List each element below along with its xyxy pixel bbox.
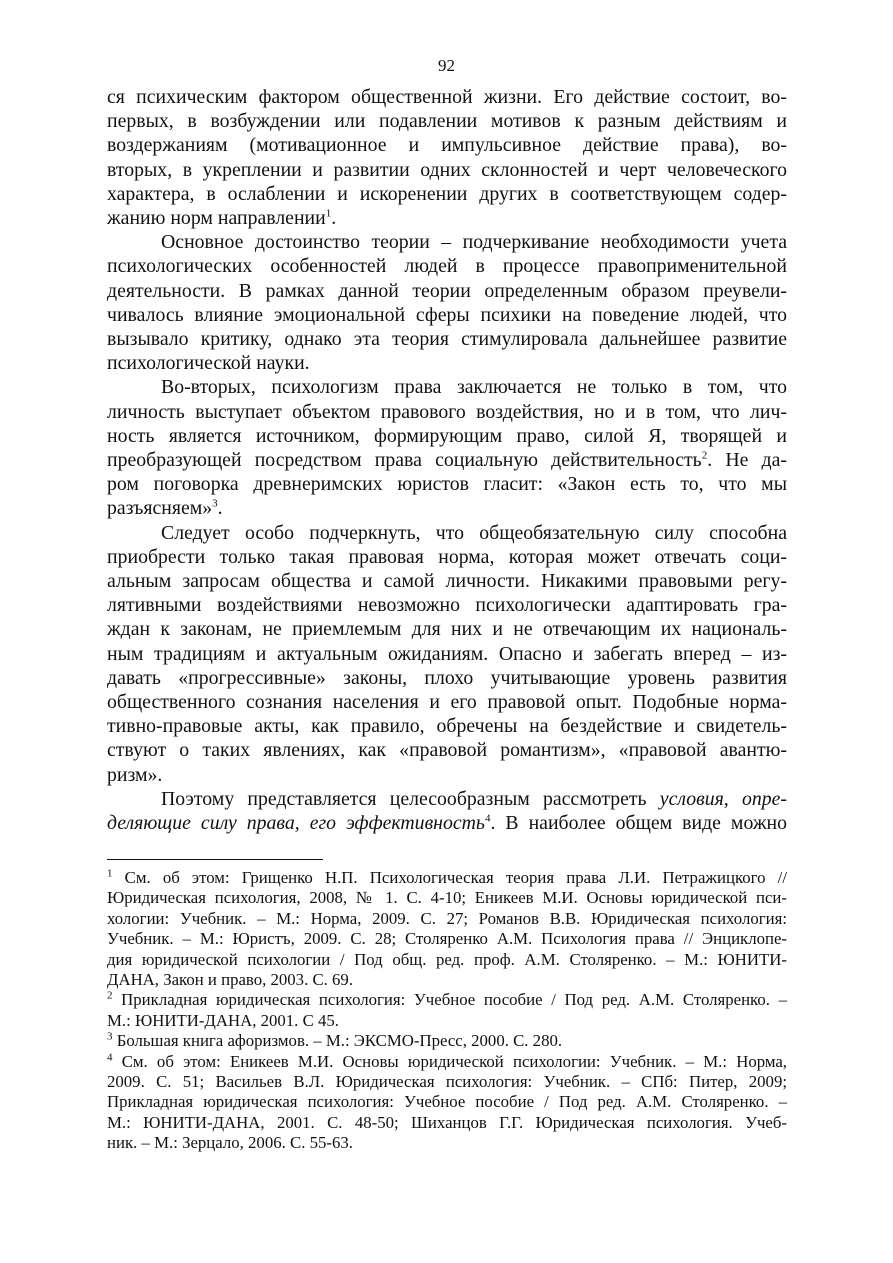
text-line	[107, 787, 787, 811]
text-line: чивалось влияние эмоциональной сферы психики на поведение людей, что	[107, 303, 787, 326]
footnote-line: ник. – М.: Зерцало, 2006. С. 55-63.	[107, 1133, 353, 1153]
paragraph-3	[107, 375, 787, 520]
footnote-line: Юридическая психология, 2008, № 1. С. 4-10; Еникеев М.И. Основы юридической пси-	[107, 888, 787, 908]
text-line: деятельности. В рамках данной теории определенным образом преувели-	[107, 279, 787, 302]
footnote-number: 4	[107, 1051, 113, 1064]
text-line: тивно-правовые акты, как правило, обречены на бездействие и свидетель-	[107, 715, 787, 738]
footnote-line: дия юридической психологии / Под общ. ред. проф. А.М. Столяренко. – М.: ЮНИТИ-	[107, 949, 787, 969]
footnote-line: хологии: Учебник. – М.: Норма, 2009. С. 27; Романов В.В. Юридическая психология:	[107, 908, 787, 928]
text-run: .	[217, 497, 223, 520]
footnote-number: 2	[107, 989, 113, 1002]
italic-term: деляющие силу права, его эффективность	[107, 812, 485, 835]
footnote-2	[107, 990, 787, 1031]
footnote-line	[107, 990, 787, 1010]
text-run: . Не да-	[707, 449, 787, 472]
page-number: 92	[438, 56, 455, 75]
text-run: Большая книга афоризмов. – М.: ЭКСМО-Пресс, 2000. С. 280.	[112, 1031, 563, 1051]
text-line: приобрести только такая правовая норма, которая может отвечать соци-	[107, 545, 787, 568]
text-line	[107, 206, 787, 230]
text-line	[107, 811, 787, 835]
footnotes	[107, 868, 787, 1154]
footnote-ref[interactable]: 3	[212, 497, 218, 510]
text-run: Прикладная юридическая психология: Учебное пособие / Под ред. А.М. Столяренко. –	[112, 990, 787, 1010]
paragraph-1	[107, 85, 787, 230]
text-run: преобразующей посредством права социальную действительность	[107, 449, 702, 472]
text-run: .	[331, 207, 337, 230]
text-line: ждан к законам, не приемлемым для них и не отвечающим их националь-	[107, 618, 787, 641]
italic-term: условия, опре-	[659, 787, 787, 810]
text-line: вызывало критику, однако эта теория стимулировала дальнейшее развитие	[107, 328, 787, 351]
text-run: разъясняем»	[107, 497, 213, 520]
paragraph-5	[107, 787, 787, 835]
footnote-ref[interactable]: 1	[325, 207, 332, 220]
text-line: давать «прогрессивные» законы, плохо учитывающие уровень развития	[107, 666, 787, 689]
footnote-line: М.: ЮНИТИ-ДАНА, 2001. С 45.	[107, 1010, 339, 1030]
footnote-3	[107, 1031, 787, 1051]
body-text	[107, 85, 787, 835]
footnote-line	[107, 1052, 787, 1072]
text-run: . В наиболее общем виде можно	[490, 812, 787, 835]
text-line: ром поговорка древнеримских юристов гласит: «Закон есть то, что мы	[107, 473, 787, 496]
footnote-line: ДАНА, Закон и право, 2003. С. 69.	[107, 970, 354, 990]
footnote-line: М.: ЮНИТИ-ДАНА, 2001. С. 48-50; Шиханцов Г.Г. Юридическая психология. Учеб-	[107, 1112, 787, 1132]
footnote-ref[interactable]: 4	[484, 812, 491, 825]
text-line: альным запросам общества и самой личности. Никакими правовыми регу-	[107, 570, 787, 593]
text-line: характера, в ослаблении и искоренении других в соответствующем содер-	[107, 182, 787, 205]
text-line: вторых, в укреплении и развитии одних склонностей и черт человеческого	[107, 158, 787, 181]
footnote-number: 1	[107, 867, 113, 880]
text-line: ным традициям и актуальным ожиданиям. Опасно и забегать вперед – из-	[107, 642, 787, 665]
text-run: Поэтому представляется целесообразным рассмотреть	[161, 787, 660, 810]
text-line: Следует особо подчеркнуть, что общеобязательную силу способна	[161, 521, 787, 544]
footnote-4	[107, 1052, 787, 1154]
text-run: См. об этом: Грищенко Н.П. Психологическая теория права Л.И. Петражицкого //	[112, 868, 787, 887]
text-line: общественного сознания населения и его правовой опыт. Подобные норма-	[107, 691, 787, 714]
text-line: психологических особенностей людей в процессе правоприменительной	[107, 255, 787, 278]
text-line: психологической науки.	[107, 352, 310, 375]
text-line: воздержаниям (мотивационное и импульсивное действие права), во-	[107, 134, 787, 157]
footnote-separator	[107, 859, 323, 860]
footnote-1	[107, 868, 787, 990]
text-line	[107, 496, 787, 520]
footnote-line: Учебник. – М.: Юристъ, 2009. С. 28; Столяренко А.М. Психология права // Энциклопе-	[107, 929, 787, 949]
text-line: Основное достоинство теории – подчеркивание необходимости учета	[161, 231, 787, 254]
text-line: ность является источником, формирующим право, силой Я, творящей и	[107, 424, 787, 447]
footnote-line: 2009. С. 51; Васильев В.Л. Юридическая психология: Учебник. – СПб: Питер, 2009;	[107, 1072, 787, 1092]
text-line	[107, 448, 787, 472]
text-run: См. об этом: Еникеев М.И. Основы юридической психологии: Учебник. – М.: Норма,	[112, 1051, 787, 1071]
footnote-ref[interactable]: 2	[701, 449, 708, 462]
text-line: ся психическим фактором общественной жизни. Его действие состоит, во-	[107, 86, 787, 108]
footnote-line	[107, 868, 787, 888]
text-line: Во-вторых, психологизм права заключается не только в том, что	[161, 376, 787, 399]
text-line: первых, в возбуждении или подавлении мотивов к разным действиям и	[107, 110, 787, 133]
footnote-number: 3	[107, 1030, 113, 1043]
text-line: ризм».	[107, 763, 163, 786]
footnote-line	[107, 1031, 787, 1051]
paragraph-2	[107, 230, 787, 375]
paragraph-4	[107, 521, 787, 787]
text-run: жанию норм направлении	[107, 207, 326, 230]
footnote-line: Прикладная юридическая психология: Учебное пособие / Под ред. А.М. Столяренко. –	[107, 1092, 787, 1112]
text-line: ствуют о таких явлениях, как «правовой романтизм», «правовой авантю-	[107, 739, 787, 762]
text-line: личность выступает объектом правового воздействия, но и в том, что лич-	[107, 400, 787, 423]
text-line: лятивными воздействиями невозможно психологически адаптировать гра-	[107, 594, 787, 617]
